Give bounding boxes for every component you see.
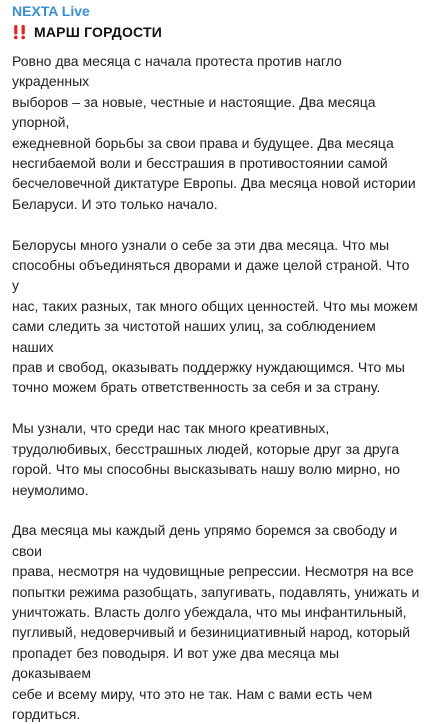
paragraph-line: попытки режима разобщать, запугивать, подавлять, унижать и bbox=[12, 583, 420, 600]
post-headline-text: МАРШ ГОРДОСТИ bbox=[34, 24, 163, 40]
post-paragraph bbox=[12, 418, 420, 500]
paragraph-line: ежедневной борьбы за свои права и будущее. Два месяца bbox=[12, 134, 394, 151]
paragraph-line: гордиться. bbox=[12, 705, 81, 722]
paragraph-line: горой. Что мы способны высказывать нашу волю мирно, но bbox=[12, 461, 401, 478]
paragraph-line: права, несмотря на чудовищные репрессии. Несмотря на все bbox=[12, 563, 414, 580]
paragraph-line: трудолюбивых, бесстрашных людей, которые друг за друга bbox=[12, 440, 400, 457]
paragraph-line: способны объединяться дворами и даже целой страной. Что у bbox=[12, 257, 410, 294]
paragraph-line: неумолимо. bbox=[12, 481, 89, 498]
double-exclamation-icon bbox=[12, 24, 28, 40]
channel-name[interactable]: NEXTA Live bbox=[12, 3, 90, 19]
paragraph-line: Беларуси. И это только начало. bbox=[12, 195, 218, 212]
paragraph-line: пугливый, недоверчивый и безинициативный народ, который bbox=[12, 624, 411, 641]
paragraph-line: прав и свобод, оказывать поддержку нуждающимся. Что мы bbox=[12, 359, 405, 376]
paragraph-line: выборов – за новые, честные и настоящие. Два месяца упорной, bbox=[12, 93, 376, 131]
post-paragraph bbox=[12, 235, 420, 398]
paragraph-line: Два месяца мы каждый день упрямо боремся за свободу и свои bbox=[12, 522, 398, 559]
paragraph-line: уничтожать. Власть долго убеждала, что мы инфантильный, bbox=[12, 603, 407, 620]
paragraph-line: бесчеловечной диктатуре Европы. Два месяца новой истории bbox=[12, 175, 416, 192]
post-body bbox=[12, 51, 420, 724]
paragraph-line: Мы узнали, что среди нас так много креативных, bbox=[12, 420, 330, 437]
paragraph-line: пропадет без поводыря. И вот уже два месяца мы доказываем bbox=[12, 644, 340, 682]
post-headline bbox=[12, 21, 420, 43]
paragraph-line: Белорусы много узнали о себе за эти два месяца. Что мы bbox=[12, 236, 390, 253]
paragraph-line: нас, таких разных, так много общих ценностей. Что мы можем bbox=[12, 297, 418, 314]
paragraph-line: себе и всему миру, что это не так. Нам с вами есть чем bbox=[12, 685, 373, 702]
post-paragraph bbox=[12, 51, 420, 214]
paragraph-line: несгибаемой воли и бесстрашия в противостоянии самой bbox=[12, 155, 388, 172]
paragraph-line: Ровно два месяца с начала протеста против нагло украденных bbox=[12, 53, 342, 90]
paragraph-line: точно можем брать ответственность за себя и за страну. bbox=[12, 379, 381, 396]
paragraph-line: сами следить за чистотой наших улиц, за соблюдением наших bbox=[12, 318, 376, 355]
post-paragraph bbox=[12, 520, 420, 724]
